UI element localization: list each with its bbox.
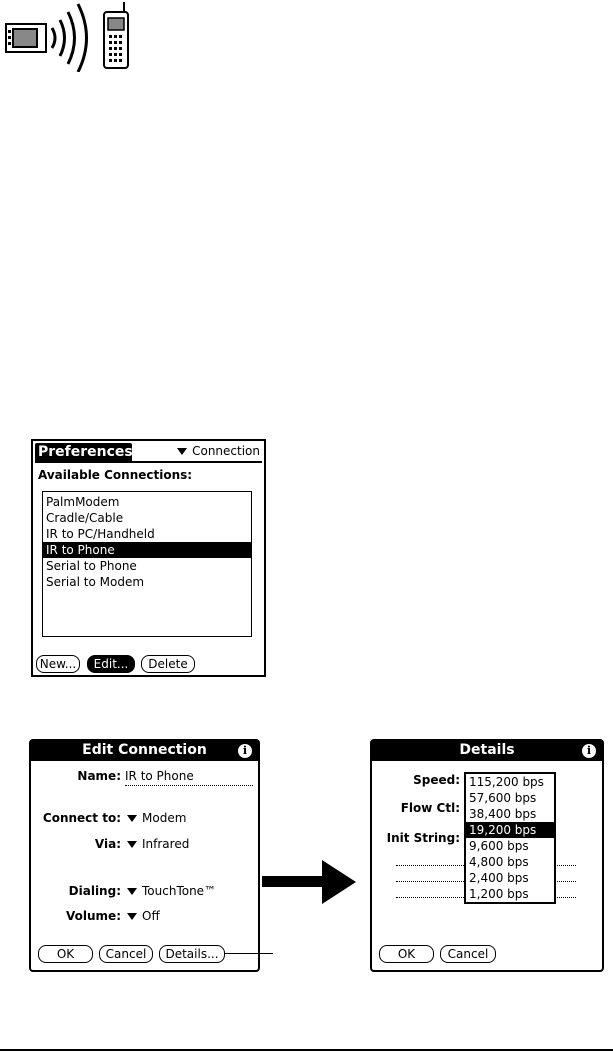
flow-control-label: Flow Ctl:: [400, 801, 460, 815]
page-bottom-rule: [0, 1049, 613, 1051]
list-item[interactable]: 38,400 bps: [469, 807, 537, 821]
cancel-button[interactable]: Cancel: [440, 945, 496, 963]
speed-dropdown-list[interactable]: [464, 772, 556, 904]
init-string-label: Init String:: [386, 831, 460, 845]
volume-label: Volume:: [66, 909, 121, 923]
edit-button[interactable]: Edit...: [87, 655, 135, 673]
callout-line: [225, 953, 273, 954]
dropdown-arrow-icon: [127, 815, 137, 822]
list-item[interactable]: 115,200 bps: [469, 775, 544, 789]
name-field-underline: [125, 785, 253, 786]
preferences-screen: [31, 439, 266, 677]
dropdown-arrow-icon: [127, 913, 137, 920]
volume-picker[interactable]: Off: [127, 909, 160, 923]
list-item[interactable]: IR to PC/Handheld: [46, 527, 155, 541]
available-connections-heading: Available Connections:: [38, 468, 193, 482]
dropdown-arrow-icon: [177, 448, 187, 455]
ir-beam-illustration-icon: [0, 0, 140, 72]
list-item[interactable]: PalmModem: [46, 495, 120, 509]
dropdown-arrow-icon: [127, 841, 137, 848]
connect-to-label: Connect to:: [42, 811, 121, 825]
ok-button[interactable]: OK: [38, 945, 93, 963]
title-underline: [35, 461, 262, 463]
list-item[interactable]: 57,600 bps: [469, 791, 537, 805]
delete-button[interactable]: Delete: [141, 655, 195, 673]
list-item[interactable]: 9,600 bps: [469, 839, 529, 853]
list-item[interactable]: Cradle/Cable: [46, 511, 124, 525]
name-label: Name:: [77, 769, 121, 783]
list-item[interactable]: 2,400 bps: [469, 871, 529, 885]
list-item[interactable]: Serial to Modem: [46, 575, 145, 589]
right-arrow-icon: [262, 856, 358, 908]
dialing-picker[interactable]: TouchTone™: [127, 884, 216, 898]
category-picker[interactable]: [177, 444, 260, 458]
info-icon[interactable]: i: [582, 744, 596, 758]
dialog-title: Details: [459, 742, 515, 758]
via-label: Via:: [94, 837, 121, 851]
edit-connection-dialog: [29, 739, 260, 972]
list-item[interactable]: 4,800 bps: [469, 855, 529, 869]
name-field[interactable]: IR to Phone: [125, 769, 194, 783]
details-dialog: [370, 739, 604, 972]
details-button[interactable]: Details...: [159, 945, 225, 963]
category-label: Connection: [192, 444, 260, 458]
connections-list[interactable]: [42, 491, 252, 637]
speed-label: Speed:: [413, 773, 460, 787]
list-item-selected[interactable]: IR to Phone: [43, 542, 251, 558]
new-button[interactable]: New...: [36, 655, 80, 673]
ok-button[interactable]: OK: [379, 945, 434, 963]
dialog-title-bar: [372, 741, 602, 761]
dialog-title: Edit Connection: [82, 742, 207, 758]
page-title: Preferences: [38, 444, 133, 460]
list-item[interactable]: Serial to Phone: [46, 559, 137, 573]
cancel-button[interactable]: Cancel: [99, 945, 153, 963]
via-picker[interactable]: Infrared: [127, 837, 189, 851]
dialing-label: Dialing:: [68, 884, 121, 898]
preferences-title-tab: [35, 443, 132, 461]
list-item[interactable]: 1,200 bps: [469, 887, 529, 901]
info-icon[interactable]: i: [238, 744, 252, 758]
dropdown-arrow-icon: [127, 888, 137, 895]
connect-to-picker[interactable]: Modem: [127, 811, 186, 825]
list-item-selected[interactable]: 19,200 bps: [466, 822, 554, 838]
dialog-title-bar: [31, 741, 258, 761]
